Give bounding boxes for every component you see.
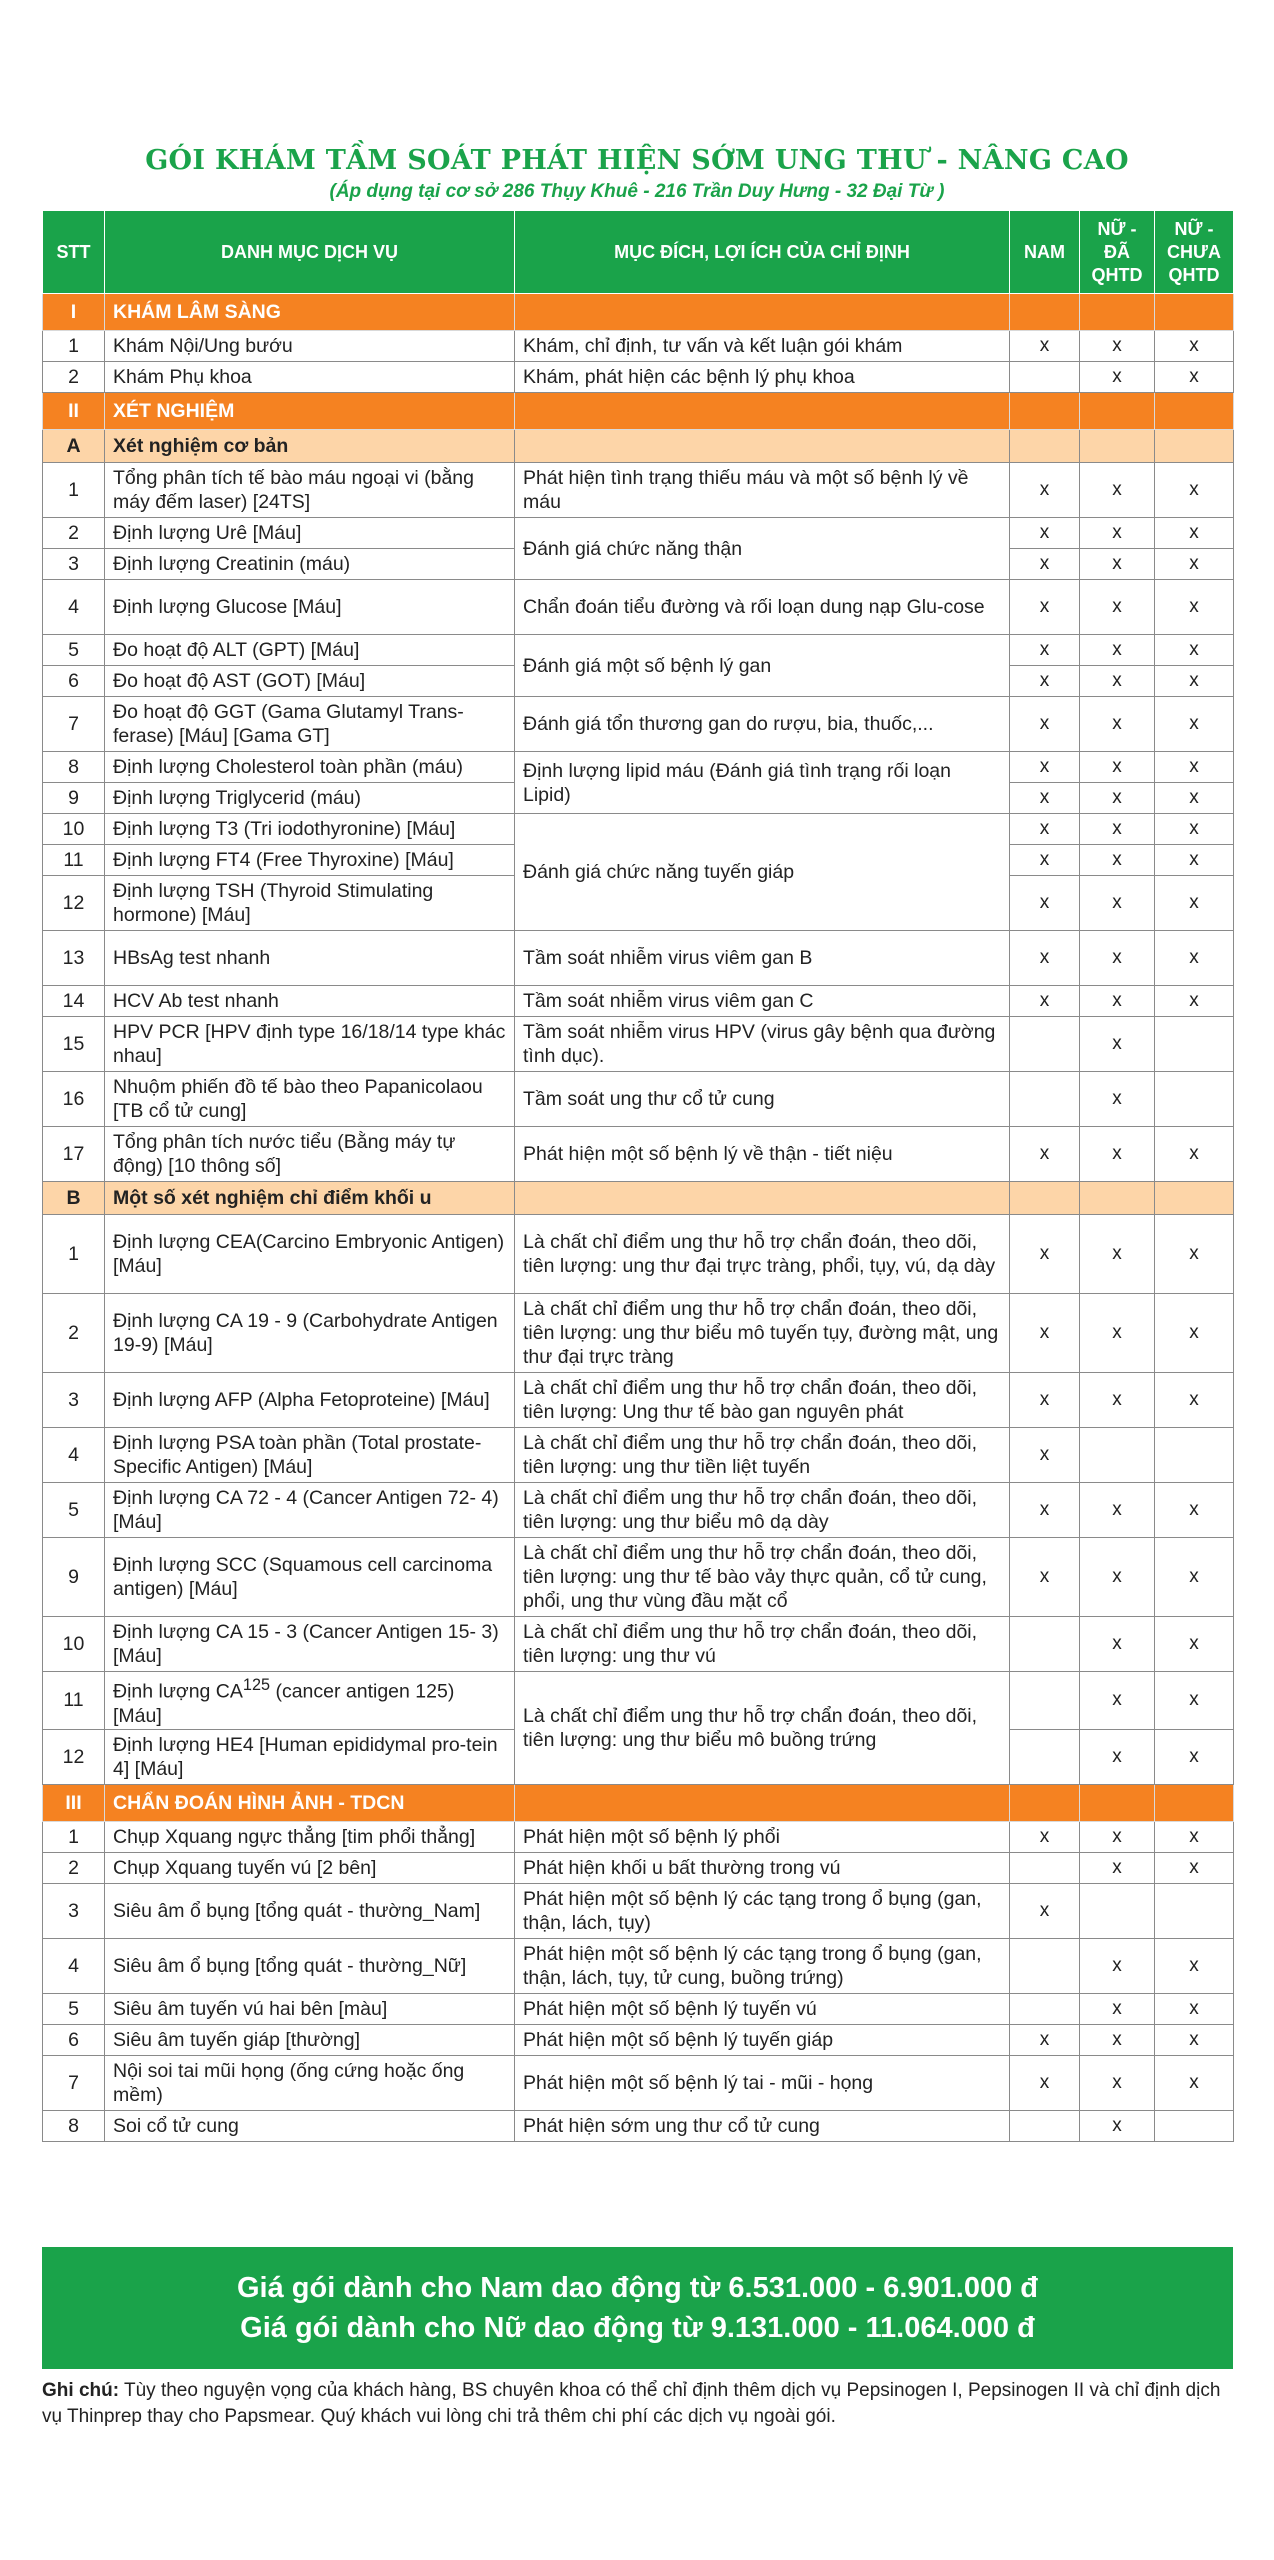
female-married-mark: x <box>1080 1993 1155 2024</box>
row-stt: 12 <box>43 1729 105 1784</box>
row-purpose: Phát hiện tình trạng thiếu máu và một số bệnh lý về máu <box>515 463 1010 518</box>
subsection-name: Xét nghiệm cơ bản <box>105 430 515 463</box>
table-row <box>43 1072 1234 1127</box>
table-row <box>43 2110 1234 2141</box>
row-service: Siêu âm tuyến vú hai bên [màu] <box>105 1993 515 2024</box>
header-stt: STT <box>43 211 105 294</box>
male-mark <box>1010 362 1080 393</box>
male-mark: x <box>1010 549 1080 580</box>
row-stt: 5 <box>43 1993 105 2024</box>
female-married-mark: x <box>1080 1617 1155 1672</box>
table-row <box>43 1215 1234 1294</box>
section-number: II <box>43 393 105 430</box>
female-married-mark: x <box>1080 1821 1155 1852</box>
female-married-mark: x <box>1080 1852 1155 1883</box>
row-stt: 9 <box>43 1538 105 1617</box>
male-mark <box>1010 1852 1080 1883</box>
female-married-mark: x <box>1080 814 1155 845</box>
female-married-mark: x <box>1080 331 1155 362</box>
female-unmarried-mark: x <box>1155 1729 1234 1784</box>
female-unmarried-mark: x <box>1155 1672 1234 1730</box>
row-service: Định lượng T3 (Tri iodothyronine) [Máu] <box>105 814 515 845</box>
table-row <box>43 1617 1234 1672</box>
male-mark: x <box>1010 1538 1080 1617</box>
female-unmarried-mark: x <box>1155 331 1234 362</box>
female-unmarried-mark: x <box>1155 1821 1234 1852</box>
ca125-name-pre: Định lượng CA <box>113 1680 243 1703</box>
row-service: Định lượng HE4 [Human epididymal pro-tein 4] [Máu] <box>105 1729 515 1784</box>
row-purpose: Tầm soát nhiễm virus HPV (virus gây bệnh qua đường tình dục). <box>515 1017 1010 1072</box>
row-service <box>105 1672 515 1730</box>
female-married-mark: x <box>1080 752 1155 783</box>
row-purpose: Là chất chỉ điểm ung thư hỗ trợ chẩn đoán, theo dõi, tiên lượng: ung thư biểu mô tuyến tụy, đường mật, ung thư đại trực tràng <box>515 1294 1010 1373</box>
table-row <box>43 2024 1234 2055</box>
female-married-mark: x <box>1080 876 1155 931</box>
female-married-mark: x <box>1080 1729 1155 1784</box>
section-row <box>43 294 1234 331</box>
row-service: HCV Ab test nhanh <box>105 986 515 1017</box>
table-header-row <box>43 211 1234 294</box>
row-stt: 2 <box>43 1852 105 1883</box>
header-female-unmarried: NỮ - CHƯA QHTD <box>1155 211 1234 294</box>
row-stt: 2 <box>43 518 105 549</box>
row-purpose: Phát hiện một số bệnh lý các tạng trong ổ bụng (gan, thận, lách, tụy, tử cung, buồng trứng) <box>515 1938 1010 1993</box>
female-unmarried-mark: x <box>1155 1852 1234 1883</box>
section-number: III <box>43 1784 105 1821</box>
row-service: Nội soi tai mũi họng (ống cứng hoặc ống mềm) <box>105 2055 515 2110</box>
female-unmarried-mark: x <box>1155 666 1234 697</box>
male-mark <box>1010 1672 1080 1730</box>
row-service: HPV PCR [HPV định type 16/18/14 type khác nhau] <box>105 1017 515 1072</box>
female-unmarried-mark <box>1155 1883 1234 1938</box>
row-service: Chụp Xquang tuyến vú [2 bên] <box>105 1852 515 1883</box>
female-unmarried-mark: x <box>1155 1538 1234 1617</box>
section-name: XÉT NGHIỆM <box>105 393 515 430</box>
male-mark: x <box>1010 814 1080 845</box>
subsection-row <box>43 1182 1234 1215</box>
table-row <box>43 752 1234 783</box>
female-married-mark: x <box>1080 580 1155 635</box>
female-unmarried-mark: x <box>1155 986 1234 1017</box>
male-mark: x <box>1010 2055 1080 2110</box>
female-married-mark: x <box>1080 549 1155 580</box>
note-text: Tùy theo nguyện vọng của khách hàng, BS chuyên khoa có thể chỉ định thêm dịch vụ Pepsinogen I, Pepsinogen II và chỉ định dịch vụ Thinprep thay cho Papsmear. Quý khách vui lòng chi trả thêm chi phí các dịch vụ ngoài gói. <box>42 2380 1221 2427</box>
female-married-mark: x <box>1080 986 1155 1017</box>
female-unmarried-mark: x <box>1155 2055 1234 2110</box>
row-purpose: Tầm soát ung thư cổ tử cung <box>515 1072 1010 1127</box>
row-stt: 4 <box>43 1428 105 1483</box>
row-stt: 11 <box>43 845 105 876</box>
table-row <box>43 1672 1234 1730</box>
row-purpose: Phát hiện một số bệnh lý tuyến vú <box>515 1993 1010 2024</box>
table-row <box>43 635 1234 666</box>
table-row <box>43 1294 1234 1373</box>
row-stt: 13 <box>43 931 105 986</box>
female-unmarried-mark: x <box>1155 1483 1234 1538</box>
page-title: GÓI KHÁM TẦM SOÁT PHÁT HIỆN SỚM UNG THƯ - NÂNG CAO <box>145 145 1129 176</box>
female-unmarried-mark: x <box>1155 1617 1234 1672</box>
male-mark <box>1010 1938 1080 1993</box>
subsection-row <box>43 430 1234 463</box>
female-unmarried-mark: x <box>1155 697 1234 752</box>
male-mark: x <box>1010 463 1080 518</box>
row-service: Định lượng CA 15 - 3 (Cancer Antigen 15- 3) [Máu] <box>105 1617 515 1672</box>
male-mark <box>1010 1617 1080 1672</box>
male-mark: x <box>1010 752 1080 783</box>
ca125-name-post: (cancer antigen 125) [Máu] <box>113 1680 455 1727</box>
female-married-mark: x <box>1080 1017 1155 1072</box>
female-unmarried-mark: x <box>1155 580 1234 635</box>
female-unmarried-mark: x <box>1155 1373 1234 1428</box>
female-married-mark: x <box>1080 635 1155 666</box>
female-married-mark <box>1080 1883 1155 1938</box>
female-married-mark: x <box>1080 783 1155 814</box>
male-mark: x <box>1010 986 1080 1017</box>
table-row <box>43 1852 1234 1883</box>
row-stt: 7 <box>43 697 105 752</box>
row-purpose: Là chất chỉ điểm ung thư hỗ trợ chẩn đoán, theo dõi, tiên lượng: Ung thư tế bào gan nguyên phát <box>515 1373 1010 1428</box>
female-unmarried-mark: x <box>1155 362 1234 393</box>
female-unmarried-mark: x <box>1155 783 1234 814</box>
row-service: Tổng phân tích nước tiểu (Bằng máy tự động) [10 thông số] <box>105 1127 515 1182</box>
row-service: Định lượng FT4 (Free Thyroxine) [Máu] <box>105 845 515 876</box>
male-mark: x <box>1010 580 1080 635</box>
header-male: NAM <box>1010 211 1080 294</box>
row-service: Khám Phụ khoa <box>105 362 515 393</box>
female-unmarried-mark: x <box>1155 876 1234 931</box>
row-stt: 9 <box>43 783 105 814</box>
section-name: CHẨN ĐOÁN HÌNH ẢNH - TDCN <box>105 1784 515 1821</box>
row-stt: 2 <box>43 1294 105 1373</box>
male-mark: x <box>1010 1373 1080 1428</box>
row-service: Định lượng TSH (Thyroid Stimulating hormone) [Máu] <box>105 876 515 931</box>
female-unmarried-mark: x <box>1155 463 1234 518</box>
table-row <box>43 814 1234 845</box>
table-row <box>43 1373 1234 1428</box>
male-mark: x <box>1010 783 1080 814</box>
row-stt: 10 <box>43 1617 105 1672</box>
row-service: Định lượng CEA(Carcino Embryonic Antigen) [Máu] <box>105 1215 515 1294</box>
row-service: Định lượng Triglycerid (máu) <box>105 783 515 814</box>
female-married-mark: x <box>1080 1373 1155 1428</box>
table-row <box>43 1538 1234 1617</box>
female-married-mark <box>1080 1428 1155 1483</box>
male-mark <box>1010 1993 1080 2024</box>
female-married-mark: x <box>1080 518 1155 549</box>
male-mark <box>1010 2110 1080 2141</box>
footnote <box>42 2378 1233 2430</box>
note-label: Ghi chú: <box>42 2380 120 2401</box>
row-purpose: Phát hiện một số bệnh lý các tạng trong ổ bụng (gan, thận, lách, tụy) <box>515 1883 1010 1938</box>
male-mark <box>1010 1072 1080 1127</box>
ca125-superscript: 125 <box>242 1676 271 1694</box>
row-purpose: Là chất chỉ điểm ung thư hỗ trợ chẩn đoán, theo dõi, tiên lượng: ung thư biểu mô dạ dày <box>515 1483 1010 1538</box>
row-service: Siêu âm tuyến giáp [thường] <box>105 2024 515 2055</box>
row-service: HBsAg test nhanh <box>105 931 515 986</box>
row-purpose: Khám, chỉ định, tư vấn và kết luận gói khám <box>515 331 1010 362</box>
row-stt: 6 <box>43 666 105 697</box>
section-number: I <box>43 294 105 331</box>
section-name: KHÁM LÂM SÀNG <box>105 294 515 331</box>
male-mark <box>1010 1729 1080 1784</box>
male-mark: x <box>1010 697 1080 752</box>
row-purpose: Đánh giá chức năng thận <box>515 518 1010 580</box>
female-married-mark: x <box>1080 845 1155 876</box>
male-mark: x <box>1010 666 1080 697</box>
table-row <box>43 362 1234 393</box>
price-male: Giá gói dành cho Nam dao động từ 6.531.000 - 6.901.000 đ <box>236 2272 1038 2304</box>
table-row <box>43 1483 1234 1538</box>
row-purpose: Đánh giá tổn thương gan do rượu, bia, thuốc,... <box>515 697 1010 752</box>
row-stt: 8 <box>43 2110 105 2141</box>
female-married-mark: x <box>1080 931 1155 986</box>
female-unmarried-mark: x <box>1155 518 1234 549</box>
row-service: Chụp Xquang ngực thẳng [tim phổi thẳng] <box>105 1821 515 1852</box>
header-female-married: NỮ - ĐÃ QHTD <box>1080 211 1155 294</box>
row-service: Soi cổ tử cung <box>105 2110 515 2141</box>
female-unmarried-mark: x <box>1155 931 1234 986</box>
row-service: Định lượng SCC (Squamous cell carcinoma antigen) [Máu] <box>105 1538 515 1617</box>
table-row <box>43 518 1234 549</box>
row-service: Định lượng Glucose [Máu] <box>105 580 515 635</box>
male-mark: x <box>1010 331 1080 362</box>
table-row <box>43 1883 1234 1938</box>
row-stt: 1 <box>43 463 105 518</box>
row-stt: 16 <box>43 1072 105 1127</box>
price-female: Giá gói dành cho Nữ dao động từ 9.131.000 - 11.064.000 đ <box>240 2312 1035 2344</box>
female-married-mark: x <box>1080 666 1155 697</box>
row-stt: 3 <box>43 1883 105 1938</box>
subsection-number: B <box>43 1182 105 1215</box>
subsection-number: A <box>43 430 105 463</box>
row-purpose: Phát hiện sớm ung thư cổ tử cung <box>515 2110 1010 2141</box>
female-unmarried-mark: x <box>1155 635 1234 666</box>
female-unmarried-mark: x <box>1155 1938 1234 1993</box>
female-unmarried-mark: x <box>1155 549 1234 580</box>
row-service: Siêu âm ổ bụng [tổng quát - thường_Nam] <box>105 1883 515 1938</box>
page-subtitle: (Áp dụng tại cơ sở 286 Thụy Khuê - 216 Trần Duy Hưng - 32 Đại Từ ) <box>329 181 945 202</box>
female-married-mark: x <box>1080 1215 1155 1294</box>
row-stt: 10 <box>43 814 105 845</box>
table-row <box>43 331 1234 362</box>
male-mark <box>1010 1017 1080 1072</box>
row-stt: 5 <box>43 635 105 666</box>
table-row <box>43 1017 1234 1072</box>
female-married-mark: x <box>1080 2024 1155 2055</box>
row-service: Nhuộm phiến đồ tế bào theo Papanicolaou [TB cổ tử cung] <box>105 1072 515 1127</box>
header-service: DANH MỤC DỊCH VỤ <box>105 211 515 294</box>
row-service: Định lượng AFP (Alpha Fetoproteine) [Máu] <box>105 1373 515 1428</box>
female-married-mark: x <box>1080 1483 1155 1538</box>
female-married-mark: x <box>1080 1072 1155 1127</box>
female-unmarried-mark: x <box>1155 814 1234 845</box>
row-stt: 8 <box>43 752 105 783</box>
male-mark: x <box>1010 1883 1080 1938</box>
table-row <box>43 463 1234 518</box>
male-mark: x <box>1010 1127 1080 1182</box>
table-row <box>43 580 1234 635</box>
row-purpose: Chẩn đoán tiểu đường và rối loạn dung nạp Glu-cose <box>515 580 1010 635</box>
male-mark: x <box>1010 1483 1080 1538</box>
row-stt: 5 <box>43 1483 105 1538</box>
row-stt: 4 <box>43 580 105 635</box>
header-purpose: MỤC ĐÍCH, LỢI ÍCH CỦA CHỈ ĐỊNH <box>515 211 1010 294</box>
row-service: Siêu âm ổ bụng [tổng quát - thường_Nữ] <box>105 1938 515 1993</box>
row-purpose: Là chất chỉ điểm ung thư hỗ trợ chẩn đoán, theo dõi, tiên lượng: ung thư vú <box>515 1617 1010 1672</box>
male-mark: x <box>1010 931 1080 986</box>
female-married-mark: x <box>1080 463 1155 518</box>
row-purpose: Phát hiện một số bệnh lý về thận - tiết niệu <box>515 1127 1010 1182</box>
row-purpose: Là chất chỉ điểm ung thư hỗ trợ chẩn đoán, theo dõi, tiên lượng: ung thư đại trực tràng, phổi, tụy, vú, dạ dày <box>515 1215 1010 1294</box>
row-service: Định lượng CA 19 - 9 (Carbohydrate Antigen 19-9) [Máu] <box>105 1294 515 1373</box>
row-service: Định lượng Urê [Máu] <box>105 518 515 549</box>
table-row <box>43 986 1234 1017</box>
male-mark: x <box>1010 2024 1080 2055</box>
table-row <box>43 1821 1234 1852</box>
row-purpose: Là chất chỉ điểm ung thư hỗ trợ chẩn đoán, theo dõi, tiên lượng: ung thư biểu mô buồng trứng <box>515 1672 1010 1785</box>
row-service: Đo hoạt độ AST (GOT) [Máu] <box>105 666 515 697</box>
male-mark: x <box>1010 518 1080 549</box>
female-unmarried-mark: x <box>1155 752 1234 783</box>
female-married-mark: x <box>1080 1672 1155 1730</box>
male-mark: x <box>1010 876 1080 931</box>
subsection-name: Một số xét nghiệm chỉ điểm khối u <box>105 1182 515 1215</box>
row-purpose: Là chất chỉ điểm ung thư hỗ trợ chẩn đoán, theo dõi, tiên lượng: ung thư tế bào vảy thực quản, cổ tử cung, phổi, ung thư vùng đầu mặt cổ <box>515 1538 1010 1617</box>
row-stt: 3 <box>43 549 105 580</box>
female-unmarried-mark: x <box>1155 1993 1234 2024</box>
row-purpose: Phát hiện khối u bất thường trong vú <box>515 1852 1010 1883</box>
table-row <box>43 1938 1234 1993</box>
section-row <box>43 393 1234 430</box>
female-unmarried-mark: x <box>1155 2024 1234 2055</box>
male-mark: x <box>1010 1428 1080 1483</box>
row-purpose: Tầm soát nhiễm virus viêm gan C <box>515 986 1010 1017</box>
row-service: Định lượng Cholesterol toàn phần (máu) <box>105 752 515 783</box>
male-mark: x <box>1010 1294 1080 1373</box>
row-stt: 14 <box>43 986 105 1017</box>
row-stt: 15 <box>43 1017 105 1072</box>
female-unmarried-mark <box>1155 1017 1234 1072</box>
price-banner <box>42 2247 1233 2369</box>
row-service: Đo hoạt độ ALT (GPT) [Máu] <box>105 635 515 666</box>
row-service: Định lượng CA 72 - 4 (Cancer Antigen 72- 4) [Máu] <box>105 1483 515 1538</box>
row-purpose: Đánh giá chức năng tuyến giáp <box>515 814 1010 931</box>
row-stt: 3 <box>43 1373 105 1428</box>
row-stt: 11 <box>43 1672 105 1730</box>
female-married-mark: x <box>1080 1538 1155 1617</box>
row-purpose: Phát hiện một số bệnh lý tuyến giáp <box>515 2024 1010 2055</box>
row-stt: 17 <box>43 1127 105 1182</box>
table-row <box>43 697 1234 752</box>
female-unmarried-mark <box>1155 1428 1234 1483</box>
row-purpose: Đánh giá một số bệnh lý gan <box>515 635 1010 697</box>
table-row <box>43 1993 1234 2024</box>
row-service: Khám Nội/Ung bướu <box>105 331 515 362</box>
row-stt: 1 <box>43 1821 105 1852</box>
row-purpose: Tầm soát nhiễm virus viêm gan B <box>515 931 1010 986</box>
service-table <box>42 210 1234 2142</box>
female-married-mark: x <box>1080 2055 1155 2110</box>
row-stt: 4 <box>43 1938 105 1993</box>
row-purpose: Phát hiện một số bệnh lý tai - mũi - họng <box>515 2055 1010 2110</box>
female-unmarried-mark: x <box>1155 1294 1234 1373</box>
row-stt: 2 <box>43 362 105 393</box>
male-mark: x <box>1010 635 1080 666</box>
female-married-mark: x <box>1080 697 1155 752</box>
row-stt: 7 <box>43 2055 105 2110</box>
female-married-mark: x <box>1080 1294 1155 1373</box>
row-stt: 1 <box>43 1215 105 1294</box>
row-service: Tổng phân tích tế bào máu ngoại vi (bằng máy đếm laser) [24TS] <box>105 463 515 518</box>
female-unmarried-mark <box>1155 1072 1234 1127</box>
female-married-mark: x <box>1080 1127 1155 1182</box>
row-stt: 6 <box>43 2024 105 2055</box>
row-purpose: Định lượng lipid máu (Đánh giá tình trạng rối loạn Lipid) <box>515 752 1010 814</box>
female-married-mark: x <box>1080 2110 1155 2141</box>
male-mark: x <box>1010 1821 1080 1852</box>
table-row <box>43 2055 1234 2110</box>
row-service: Định lượng Creatinin (máu) <box>105 549 515 580</box>
row-stt: 12 <box>43 876 105 931</box>
table-row <box>43 1428 1234 1483</box>
female-unmarried-mark <box>1155 2110 1234 2141</box>
female-unmarried-mark: x <box>1155 845 1234 876</box>
female-unmarried-mark: x <box>1155 1215 1234 1294</box>
table-row <box>43 931 1234 986</box>
row-purpose: Phát hiện một số bệnh lý phổi <box>515 1821 1010 1852</box>
row-stt: 1 <box>43 331 105 362</box>
male-mark: x <box>1010 845 1080 876</box>
female-married-mark: x <box>1080 362 1155 393</box>
row-purpose: Là chất chỉ điểm ung thư hỗ trợ chẩn đoán, theo dõi, tiên lượng: ung thư tiền liệt tuyến <box>515 1428 1010 1483</box>
header <box>0 145 1274 205</box>
table-row <box>43 1127 1234 1182</box>
row-purpose: Khám, phát hiện các bệnh lý phụ khoa <box>515 362 1010 393</box>
male-mark: x <box>1010 1215 1080 1294</box>
row-service: Định lượng PSA toàn phần (Total prostate-Specific Antigen) [Máu] <box>105 1428 515 1483</box>
row-service: Đo hoạt độ GGT (Gama Glutamyl Trans-ferase) [Máu] [Gama GT] <box>105 697 515 752</box>
female-unmarried-mark: x <box>1155 1127 1234 1182</box>
female-married-mark: x <box>1080 1938 1155 1993</box>
section-row <box>43 1784 1234 1821</box>
